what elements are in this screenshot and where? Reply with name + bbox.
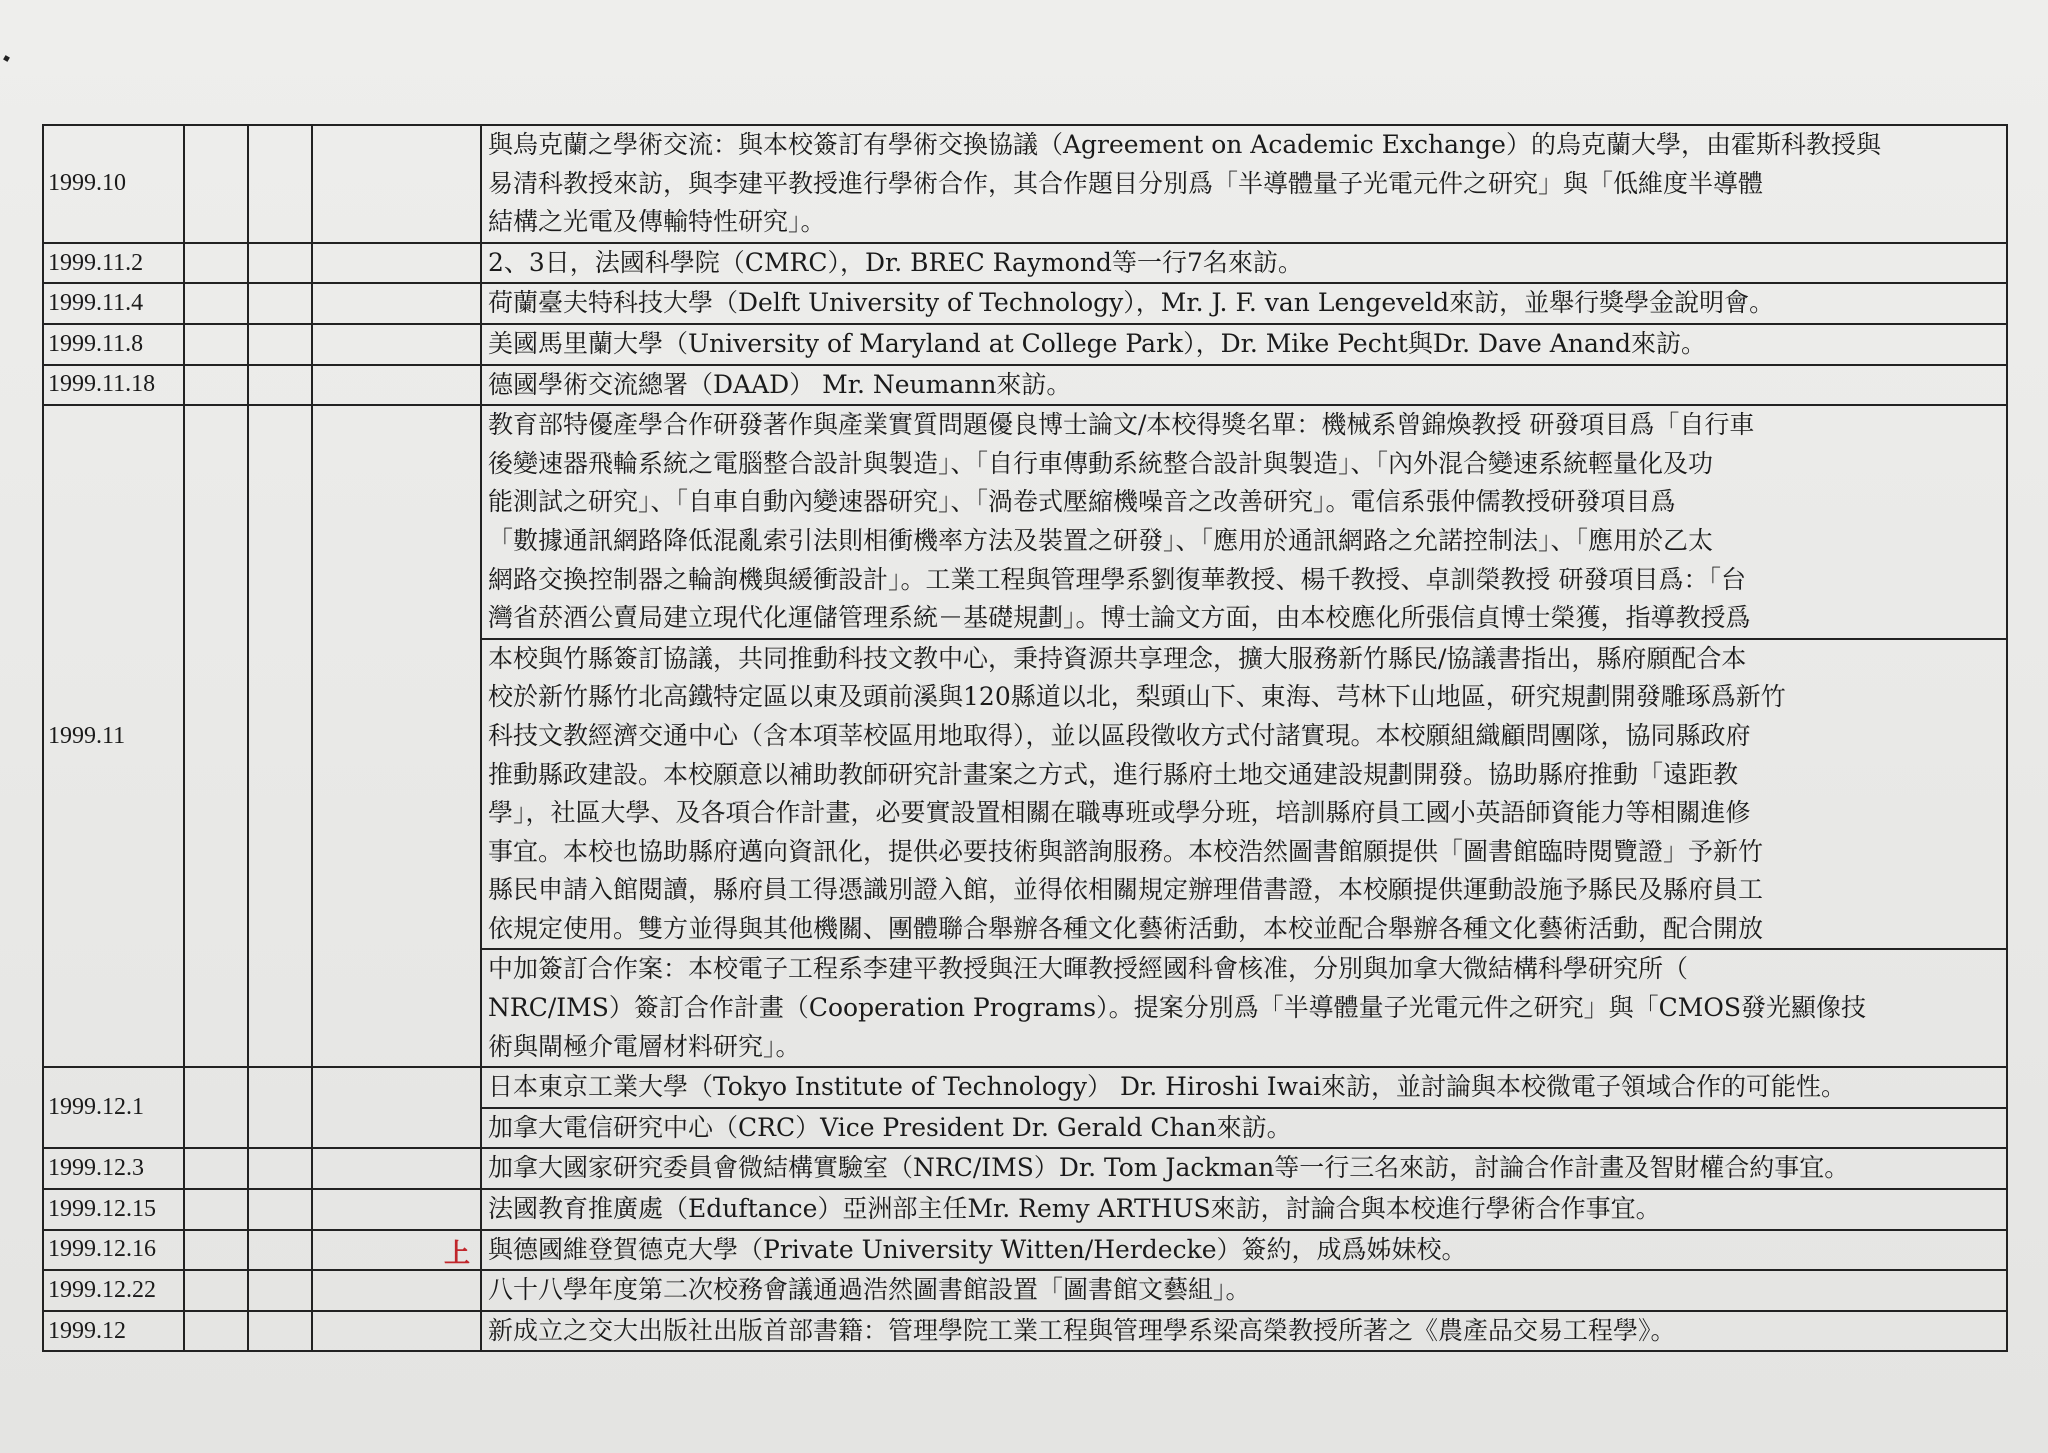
entry-line: 加拿大國家研究委員會微結構實驗室（NRC/IMS）Dr. Tom Jackman等一行三名來訪，討論合作計畫及智財權合約事宜。 (488, 1153, 1850, 1183)
empty-cell (248, 1067, 312, 1148)
date-cell: 1999.10 (43, 125, 184, 243)
entry-line: 能測試之研究」、「自車自動內變速器研究」、「渦卷式壓縮機噪音之改善研究」。電信系張仲儒教授研發項目爲 (488, 487, 1676, 517)
entry-line: 推動縣政建設。本校願意以補助教師研究計畫案之方式，進行縣府土地交通建設規劃開發。協助縣府推動「遠距教 (488, 759, 1739, 789)
entry-line: 校於新竹縣竹北高鐵特定區以東及頭前溪與120縣道以北，梨頭山下、東海、芎林下山地區，研究規劃開發雕琢爲新竹 (488, 682, 1786, 712)
table-row (43, 324, 2007, 365)
empty-cell (248, 283, 312, 324)
empty-cell (312, 125, 481, 243)
entry-cell (481, 1108, 2007, 1149)
empty-cell (184, 1189, 248, 1230)
empty-cell (184, 324, 248, 365)
empty-cell (312, 405, 481, 1067)
date-cell: 1999.12 (43, 1311, 184, 1352)
date-cell: 1999.11.8 (43, 324, 184, 365)
empty-cell (312, 365, 481, 406)
entry-line: 與烏克蘭之學術交流：與本校簽訂有學術交換協議（Agreement on Academic Exchange）的烏克蘭大學，由霍斯科教授與 (488, 130, 1881, 159)
date-cell: 1999.11 (43, 405, 184, 1067)
empty-cell (184, 405, 248, 1067)
empty-cell (184, 125, 248, 243)
empty-cell (248, 405, 312, 1067)
entry-cell (481, 1067, 2007, 1108)
empty-cell (248, 1189, 312, 1230)
entry-cell (481, 639, 2007, 950)
empty-cell (312, 243, 481, 284)
entry-line: 依規定使用。雙方並得與其他機關、團體聯合舉辦各種文化藝術活動，本校並配合舉辦各種文化藝術活動，配合開放 (488, 913, 1764, 943)
entry-cell (481, 949, 2007, 1067)
empty-cell (184, 243, 248, 284)
table-row (43, 1189, 2007, 1230)
entry-line: 教育部特優產學合作研發著作與產業實質問題優良博士論文/本校得獎名單：機械系曾錦煥教授 研發項目爲「自行車 (488, 410, 1755, 440)
empty-cell (184, 283, 248, 324)
empty-cell (312, 324, 481, 365)
entry-cell (481, 1189, 2007, 1230)
table-row (43, 283, 2007, 324)
entry-line: NRC/IMS）簽訂合作計畫（Cooperation Programs）。提案分別爲「半導體量子光電元件之研究」與「CMOS發光顯像技 (488, 993, 1866, 1023)
entry-line: 後變速器飛輪系統之電腦整合設計與製造」、「自行車傳動系統整合設計與製造」、「內外混合變速系統輕量化及功 (488, 448, 1714, 478)
table-row (43, 1311, 2007, 1352)
handwritten-mark: 上 (443, 1238, 470, 1269)
entry-line: 本校與竹縣簽訂協議，共同推動科技文教中心，秉持資源共享理念，擴大服務新竹縣民/協議書指出，縣府願配合本 (488, 643, 1747, 673)
empty-cell (184, 1311, 248, 1352)
entry-cell (481, 125, 2007, 243)
empty-cell (184, 1148, 248, 1189)
date-cell: 1999.11.4 (43, 283, 184, 324)
date-cell: 1999.11.2 (43, 243, 184, 284)
empty-cell (312, 283, 481, 324)
empty-cell (248, 1148, 312, 1189)
entry-line: 與德國維登賀德克大學（Private University Witten/Herdecke）簽約，成爲姊妹校。 (488, 1234, 1467, 1264)
empty-cell (312, 1270, 481, 1311)
chronology-table (42, 124, 2008, 1352)
entry-line: 德國學術交流總署（DAAD） Mr. Neumann來訪。 (488, 369, 1072, 399)
table-row (43, 1270, 2007, 1311)
entry-line: 學」，社區大學、及各項合作計畫，必要實設置相關在職專班或學分班，培訓縣府員工國小英語師資能力等相關進修 (488, 798, 1751, 828)
empty-cell (248, 243, 312, 284)
entry-line: 易清科教授來訪，與李建平教授進行學術合作，其合作題目分別爲「半導體量子光電元件之研究」與「低維度半導體 (488, 168, 1764, 198)
entry-cell (481, 324, 2007, 365)
entry-cell (481, 1270, 2007, 1311)
table-row (43, 1230, 2007, 1271)
empty-cell (248, 1270, 312, 1311)
table-row (43, 365, 2007, 406)
empty-cell (184, 1067, 248, 1148)
date-cell: 1999.11.18 (43, 365, 184, 406)
entry-line: 加拿大電信研究中心（CRC）Vice President Dr. Gerald Chan來訪。 (488, 1112, 1292, 1142)
empty-cell (312, 1148, 481, 1189)
entry-line: 「數據通訊網路降低混亂索引法則相衝機率方法及裝置之研發」、「應用於通訊網路之允諾控制法」、「應用於乙太 (488, 525, 1714, 555)
entry-line: 網路交換控制器之輪詢機與緩衝設計」。工業工程與管理學系劉復華教授、楊千教授、卓訓榮教授 研發項目爲：「台 (488, 564, 1746, 594)
entry-line: 日本東京工業大學（Tokyo Institute of Technology） Dr. Hiroshi Iwai來訪，並討論與本校微電子領域合作的可能性。 (488, 1072, 1846, 1102)
empty-cell (248, 1230, 312, 1271)
entry-line: 科技文教經濟交通中心（含本項莘校區用地取得），並以區段徵收方式付諸實現。本校願組織顧問團隊，協同縣政府 (488, 720, 1751, 750)
entry-line: 縣民申請入館閱讀，縣府員工得憑識別證入館，並得依相關規定辦理借書證，本校願提供運動設施予縣民及縣府員工 (488, 875, 1764, 905)
entry-cell (481, 1148, 2007, 1189)
table-row (43, 405, 2007, 639)
entry-line: 美國馬里蘭大學（University of Maryland at College Park），Dr. Mike Pecht與Dr. Dave Anand來訪。 (488, 328, 1706, 358)
table-row (43, 1148, 2007, 1189)
entry-line: 事宜。本校也協助縣府邁向資訊化，提供必要技術與諮詢服務。本校浩然圖書館願提供「圖書館臨時閱覽證」予新竹 (488, 836, 1764, 866)
entry-cell (481, 405, 2007, 639)
date-cell: 1999.12.1 (43, 1067, 184, 1148)
entry-line: 結構之光電及傳輸特性研究」。 (488, 207, 826, 237)
entry-line: 術與閘極介電層材料研究」。 (488, 1031, 801, 1061)
entry-line: 2、3日，法國科學院（CMRC），Dr. BREC Raymond等一行7名來訪。 (488, 247, 1303, 277)
entry-line: 法國教育推廣處（Eduftance）亞洲部主任Mr. Remy ARTHUS來訪，討論合與本校進行學術合作事宜。 (488, 1194, 1661, 1224)
table-row (43, 1067, 2007, 1108)
date-cell: 1999.12.3 (43, 1148, 184, 1189)
empty-cell (248, 1311, 312, 1352)
table-row (43, 243, 2007, 284)
entry-line: 灣省菸酒公賣局建立現代化運儲管理系統－基礎規劃」。博士論文方面，由本校應化所張信貞博士榮獲，指導教授爲 (488, 603, 1751, 633)
entry-cell (481, 283, 2007, 324)
entry-cell (481, 1230, 2007, 1271)
empty-cell (248, 125, 312, 243)
entry-line: 八十八學年度第二次校務會議通過浩然圖書館設置「圖書館文藝組」。 (488, 1275, 1251, 1305)
entry-line: 中加簽訂合作案：本校電子工程系李建平教授與汪大暉教授經國科會核准，分別與加拿大微結構科學研究所（ (488, 954, 1689, 984)
empty-cell (184, 1230, 248, 1271)
empty-cell (312, 1230, 481, 1271)
empty-cell (312, 1311, 481, 1352)
date-cell: 1999.12.16 (43, 1230, 184, 1271)
scan-speck (3, 55, 10, 62)
empty-cell (184, 1270, 248, 1311)
entry-cell (481, 243, 2007, 284)
table-row (43, 125, 2007, 243)
empty-cell (312, 1189, 481, 1230)
entry-cell (481, 365, 2007, 406)
entry-line: 新成立之交大出版社出版首部書籍：管理學院工業工程與管理學系梁高榮教授所著之《農產品交易工程學》。 (488, 1315, 1676, 1345)
date-cell: 1999.12.15 (43, 1189, 184, 1230)
empty-cell (248, 324, 312, 365)
empty-cell (184, 365, 248, 406)
entry-cell (481, 1311, 2007, 1352)
entry-line: 荷蘭臺夫特科技大學（Delft University of Technology），Mr. J. F. van Lengeveld來訪，並舉行獎學金說明會。 (488, 288, 1775, 318)
empty-cell (248, 365, 312, 406)
date-cell: 1999.12.22 (43, 1270, 184, 1311)
empty-cell (312, 1067, 481, 1148)
